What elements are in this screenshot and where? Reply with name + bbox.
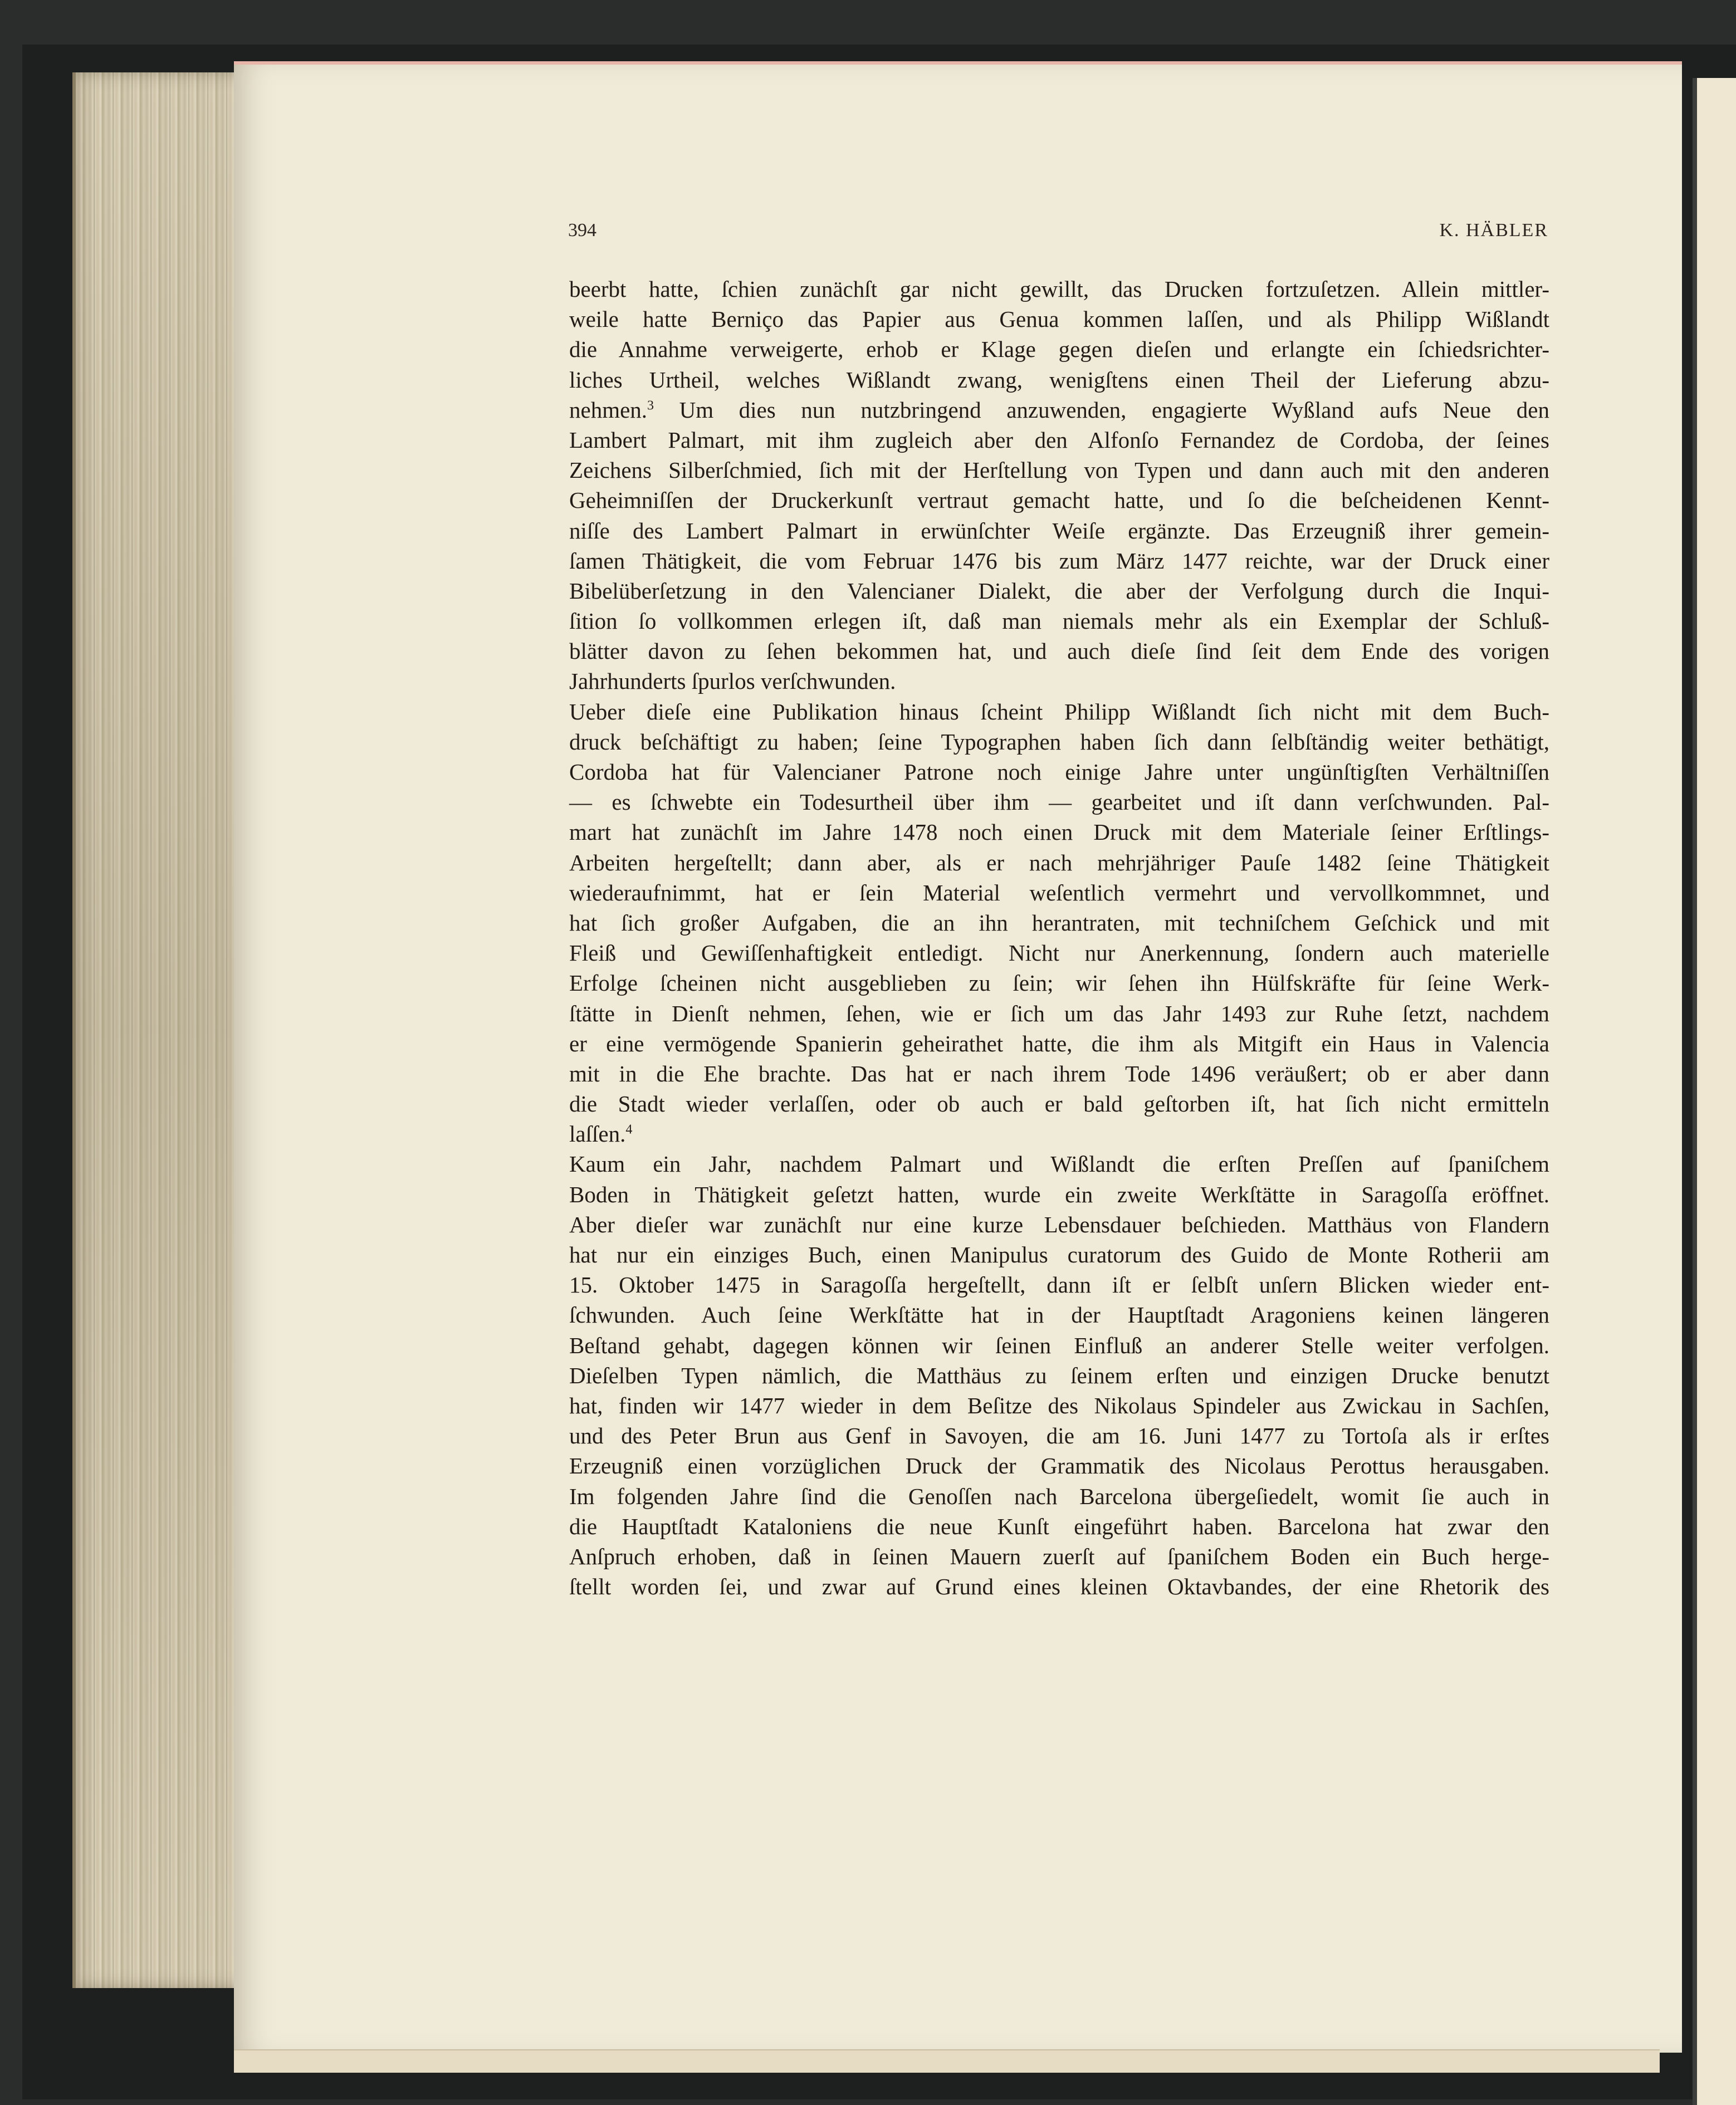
text-line [569, 1511, 1549, 1541]
body-text [569, 274, 1549, 1602]
text-line-content: die Annahme verweigerte, erhob er Klage gegen dieſen und erlangte ein ſchiedsrichter- [569, 336, 1549, 363]
text-line-content: er eine vermögende Spanierin geheirathet hatte, die ihm als Mitgift ein Haus in Valencia [569, 1030, 1549, 1056]
text-line-content: ſamen Thätigkeit, die vom Februar 1476 bis zum März 1477 reichte, war der Druck einer [569, 547, 1549, 574]
text-line-content: weile hatte Berniço das Papier aus Genua kommen laſſen, und als Philipp Wißlandt [569, 306, 1549, 332]
text-line-content: Anſpruch erhoben, daß in ſeinen Mauern zuerſt auf ſpaniſchem Boden ein Buch herge- [569, 1543, 1549, 1569]
text-line [569, 1330, 1549, 1360]
text-line-content: liches Urtheil, welches Wißlandt zwang, wenigſtens einen Theil der Lieferung abzu- [569, 366, 1549, 393]
text-line-content: Boden in Thätigkeit geſetzt hatten, wurde ein zweite Werkſtätte in Saragoſſa eröffnet. [569, 1181, 1549, 1207]
footnote-marker: 4 [625, 1122, 633, 1137]
text-line [569, 425, 1549, 455]
text-line-content: Bibelüberſetzung in den Valencianer Dialekt, die aber der Verfolgung durch die Inqui- [569, 577, 1549, 604]
text-line-content: die Stadt wieder verlaſſen, oder ob auch er bald geſtorben iſt, hat ſich nicht ermitteln [569, 1091, 1549, 1117]
page-edges [72, 72, 260, 1988]
text-line-content: niſſe des Lambert Palmart in erwünſchter Weiſe ergänzte. Das Erzeugniß ihrer gemein- [569, 517, 1549, 544]
text-line [569, 365, 1549, 395]
text-line [569, 395, 1549, 425]
text-line [569, 998, 1549, 1029]
text-line [569, 968, 1549, 998]
page-bottom-edge [234, 2049, 1660, 2073]
running-title: K. HÄBLER [1439, 220, 1548, 241]
text-line [569, 1391, 1549, 1421]
text-line-content: wiederaufnimmt, hat er ſein Material weſentlich vermehrt und vervollkommnet, und [569, 879, 1549, 905]
text-line-content: hat nur ein einziges Buch, einen Manipulus curatorum des Guido de Monte Rotherii am [569, 1242, 1549, 1267]
text-line [569, 697, 1549, 727]
text-line-content: Kaum ein Jahr, nachdem Palmart und Wißlandt die erſten Preſſen auf ſpaniſchem [569, 1151, 1549, 1177]
text-line-content: Fleiß und Gewiſſenhaftigkeit entledigt. Nicht nur Anerkennung, ſondern auch materielle [569, 940, 1549, 966]
text-line [569, 485, 1549, 515]
text-line [569, 1421, 1549, 1451]
text-line [569, 1541, 1549, 1572]
text-line [569, 908, 1549, 938]
text-line-content: Erfolge ſcheinen nicht ausgeblieben zu ſein; wir ſehen ihn Hülfskräfte für ſeine Werk- [569, 970, 1549, 996]
text-line [569, 757, 1549, 787]
text-line [569, 304, 1549, 334]
text-line-content: und des Peter Brun aus Genf in Savoyen, die am 16. Juni 1477 zu Tortoſa als ir erſtes [569, 1423, 1549, 1449]
text-line-content: Aber dieſer war zunächſt nur eine kurze Lebensdauer beſchieden. Matthäus von Flandern [569, 1211, 1549, 1237]
footnote-marker: 3 [647, 398, 654, 413]
text-line-content: Geheimniſſen der Druckerkunſt vertraut gemacht hatte, und ſo die beſcheidenen Kennt- [569, 487, 1549, 513]
text-line [569, 787, 1549, 817]
text-line [569, 274, 1549, 304]
text-line-content: die Hauptſtadt Kataloniens die neue Kunſt eingeführt haben. Barcelona hat zwar den [569, 1513, 1549, 1539]
text-line-content: 15. Oktober 1475 in Saragoſſa hergeſtellt, dann iſt er ſelbſt unſern Blicken wieder ent- [569, 1272, 1549, 1298]
text-line-content: hat, finden wir 1477 wieder in dem Beſitze des Nikolaus Spindeler aus Zwickau in Sachſen, [569, 1392, 1549, 1418]
text-line [569, 878, 1549, 908]
text-line [569, 817, 1549, 847]
text-line-content: Beſtand gehabt, dagegen können wir ſeinen Einfluß an anderer Stelle weiter verfolgen. [569, 1332, 1549, 1358]
text-line [569, 636, 1549, 666]
text-line-content: Erzeugniß einen vorzüglichen Druck der Grammatik des Nicolaus Perottus herausgaben. [569, 1453, 1549, 1479]
text-line-content: druck beſchäftigt zu haben; ſeine Typographen haben ſich dann ſelbſtändig weiter bethätigt, [569, 728, 1549, 755]
text-line-content: Dieſelben Typen nämlich, die Matthäus zu ſeinem erſten und einzigen Drucke benutzt [569, 1362, 1549, 1388]
text-line [569, 546, 1549, 576]
text-line [569, 334, 1549, 364]
text-line-content: hat ſich großer Aufgaben, die an ihn herantraten, mit techniſchem Geſchick und mit [569, 909, 1549, 936]
text-line-content: Arbeiten hergeſtellt; dann aber, als er nach mehrjähriger Pauſe 1482 ſeine Thätigkeit [569, 849, 1549, 875]
text-line [569, 848, 1549, 878]
text-line [569, 1179, 1549, 1210]
text-line-content: laſſen. [569, 1121, 626, 1147]
text-line [569, 1240, 1549, 1270]
text-line [569, 1481, 1549, 1511]
text-line-content: nehmen. [569, 396, 648, 423]
text-line-content: — es ſchwebte ein Todesurtheil über ihm — gearbeitet und iſt dann verſchwunden. Pal- [569, 789, 1549, 815]
text-line [569, 1210, 1549, 1240]
text-line [569, 1119, 1549, 1149]
text-line [569, 666, 1549, 696]
text-line-content: ſtätte in Dienſt nehmen, ſehen, wie er ſich um das Jahr 1493 zur Ruhe ſetzt, nachdem [569, 1000, 1549, 1026]
text-line-content: blätter davon zu ſehen bekommen hat, und auch dieſe ſind ſeit dem Ende des vorigen [569, 638, 1549, 664]
text-line-continuation: Um dies nun nutzbringend anzuwenden, engagierte Wyßland aufs Neue den [654, 396, 1549, 423]
text-line [569, 1300, 1549, 1330]
text-line-content: beerbt hatte, ſchien zunächſt gar nicht gewillt, das Drucken fortzuſetzen. Allein mittler- [569, 276, 1549, 302]
text-line [569, 1360, 1549, 1391]
facing-page-edge [1693, 78, 1736, 2105]
text-line [569, 1572, 1549, 1602]
text-line [569, 1270, 1549, 1300]
text-line [569, 606, 1549, 636]
text-line [569, 1149, 1549, 1179]
text-line [569, 1451, 1549, 1481]
text-line [569, 1089, 1549, 1119]
text-line-content: Ueber dieſe eine Publikation hinaus ſcheint Philipp Wißlandt ſich nicht mit dem Buch- [569, 698, 1549, 724]
text-line-content: Zeichens Silberſchmied, ſich mit der Herſtellung von Typen und dann auch mit den anderen [569, 457, 1549, 483]
text-line-content: Im folgenden Jahre ſind die Genoſſen nach Barcelona übergeſiedelt, womit ſie auch in [569, 1483, 1549, 1509]
text-line-content: ſition ſo vollkommen erlegen iſt, daß man niemals mehr als ein Exemplar der Schluß- [569, 608, 1549, 634]
text-line-content: Cordoba hat für Valencianer Patrone noch einige Jahre unter ungünſtigſten Verhältniſſen [569, 759, 1549, 785]
text-line-content: ſtellt worden ſei, und zwar auf Grund eines kleinen Oktavbandes, der eine Rhetorik des [569, 1574, 1549, 1600]
text-line-content: mit in die Ehe brachte. Das hat er nach ihrem Tode 1496 veräußert; ob er aber dann [569, 1060, 1549, 1086]
text-line [569, 576, 1549, 606]
text-line [569, 455, 1549, 485]
text-line [569, 1059, 1549, 1089]
page-number: 394 [568, 220, 596, 241]
text-line-content: Jahrhunderts ſpurlos verſchwunden. [569, 668, 896, 694]
text-line-content: Lambert Palmart, mit ihm zugleich aber den Alfonſo Fernandez de Cordoba, der ſeines [569, 427, 1549, 453]
running-head [568, 220, 1548, 253]
text-line [569, 727, 1549, 757]
text-line-content: mart hat zunächſt im Jahre 1478 noch einen Druck mit dem Materiale ſeiner Erſtlings- [569, 819, 1549, 845]
text-line [569, 1029, 1549, 1059]
text-line-content: ſchwunden. Auch ſeine Werkſtätte hat in der Hauptſtadt Aragoniens keinen längeren [569, 1302, 1549, 1328]
text-line [569, 938, 1549, 968]
text-line [569, 516, 1549, 546]
